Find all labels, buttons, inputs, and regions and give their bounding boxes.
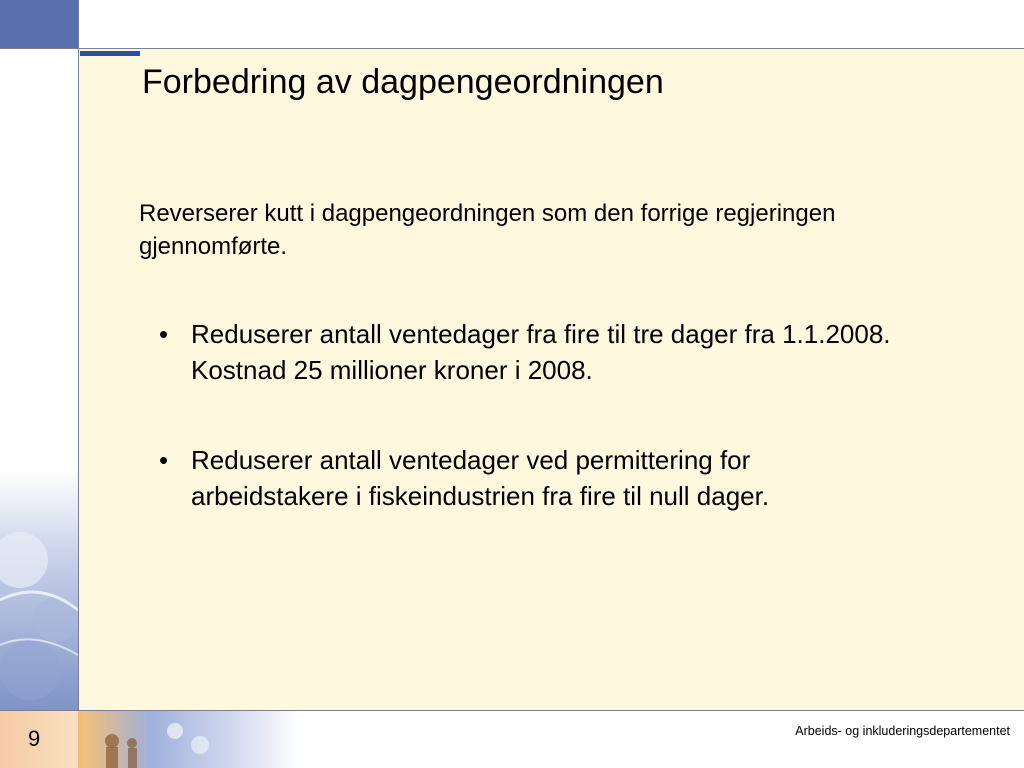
bullet-item bbox=[155, 442, 915, 514]
page-number: 9 bbox=[28, 726, 41, 751]
left-decorative-photo bbox=[0, 470, 78, 710]
intro-text: Reverserer kutt i dagpengeordningen som den forrige regjeringen gjennomførte. bbox=[139, 200, 836, 260]
bullet-marker: • bbox=[159, 319, 169, 349]
footer-organization: Arbeids- og inkluderingsdepartementet bbox=[795, 724, 1010, 738]
corner-square bbox=[0, 0, 78, 48]
top-divider bbox=[0, 48, 1024, 49]
bullet-marker: • bbox=[159, 445, 169, 475]
title-accent-bar bbox=[80, 51, 140, 56]
left-divider bbox=[78, 0, 79, 768]
slide-title: Forbedring av dagpengeordningen bbox=[142, 63, 664, 101]
bottom-decorative-photo bbox=[0, 711, 300, 768]
bullet-item bbox=[155, 316, 915, 388]
bullet-text: Reduserer antall ventedager fra fire til tre dager fra 1.1.2008. Kostnad 25 millioner kroner i 2008. bbox=[191, 319, 891, 385]
bullet-list bbox=[155, 316, 915, 568]
bullet-text: Reduserer antall ventedager ved permittering for arbeidstakere i fiskeindustrien fra fire til null dager. bbox=[191, 445, 770, 511]
